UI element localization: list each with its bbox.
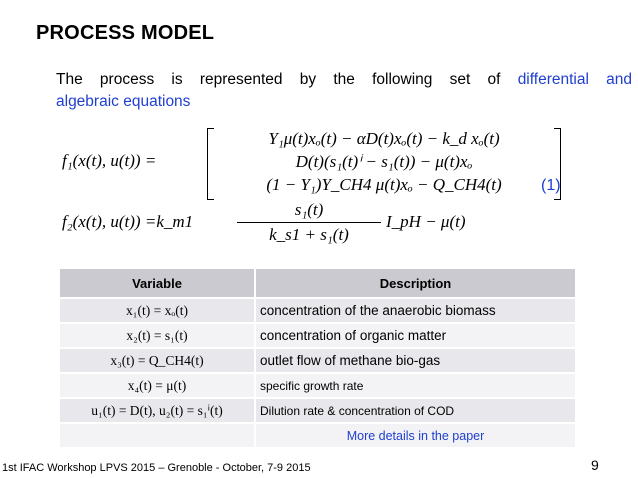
intro-line-2: algebraic equations (56, 93, 191, 110)
table-row (60, 398, 576, 423)
matrix-row-2: D(t)(s₁(t)ⁱ − s₁(t)) − μ(t)xₒ (295, 152, 473, 171)
intro-text: The process is represented by the following set of (56, 71, 518, 88)
footer-text: 1st IFAC Workshop LPVS 2015 – Grenoble - October, 7-9 2015 (2, 462, 311, 474)
variable-cell: x₁(t) = xₒ(t) (60, 298, 255, 323)
description-cell: Dilution rate & concentration of COD (255, 398, 576, 423)
header-description: Description (255, 269, 576, 298)
f2-denominator: k_s1 + s₁(t) (269, 225, 349, 244)
table-row (60, 373, 576, 398)
description-cell: concentration of organic matter (255, 323, 576, 348)
f1-lhs: f₁(x(t), u(t)) = (62, 151, 157, 170)
matrix-row-3: (1 − Y₁)Y_CH4 μ(t)xₒ − Q_CH4(t) (266, 175, 502, 194)
equation-number: (1) (541, 177, 561, 194)
f2-lhs: f₂(x(t), u(t)) =k_m1 (62, 212, 194, 231)
matrix-left-bracket (207, 128, 214, 200)
table-row (60, 323, 576, 348)
table-row (60, 423, 576, 448)
variable-cell: x₂(t) = s₁(t) (60, 323, 255, 348)
table-row (60, 348, 576, 373)
intro-line-1 (56, 69, 632, 91)
f2-numerator: s₁(t) (294, 200, 324, 219)
intro-highlight: differential and (517, 71, 632, 88)
variable-cell: x₄(t) = μ(t) (60, 373, 255, 398)
variable-cell: u₁(t) = D(t), u₂(t) = s₁ⁱ(t) (60, 398, 255, 423)
description-cell: concentration of the anaerobic biomass (255, 298, 576, 323)
page-number: 9 (591, 457, 599, 473)
intro-paragraph (56, 69, 632, 113)
f1-matrix (207, 125, 561, 200)
variable-cell: x₃(t) = Q_CH4(t) (60, 348, 255, 373)
description-cell: specific growth rate (255, 373, 576, 398)
table-row (60, 298, 576, 323)
empty-cell (60, 423, 255, 448)
description-cell: outlet flow of methane bio-gas (255, 348, 576, 373)
f2-rhs: I_pH − μ(t) (386, 212, 466, 231)
paper-link[interactable]: More details in the paper (255, 423, 576, 448)
fraction-bar (237, 222, 381, 223)
slide-title: PROCESS MODEL (36, 22, 215, 44)
variables-table (60, 269, 577, 449)
header-variable: Variable (60, 269, 255, 298)
matrix-row-1: Y₁μ(t)xₒ(t) − αD(t)xₒ(t) − k_d xₒ(t) (268, 129, 500, 148)
f2-fraction (237, 200, 381, 245)
